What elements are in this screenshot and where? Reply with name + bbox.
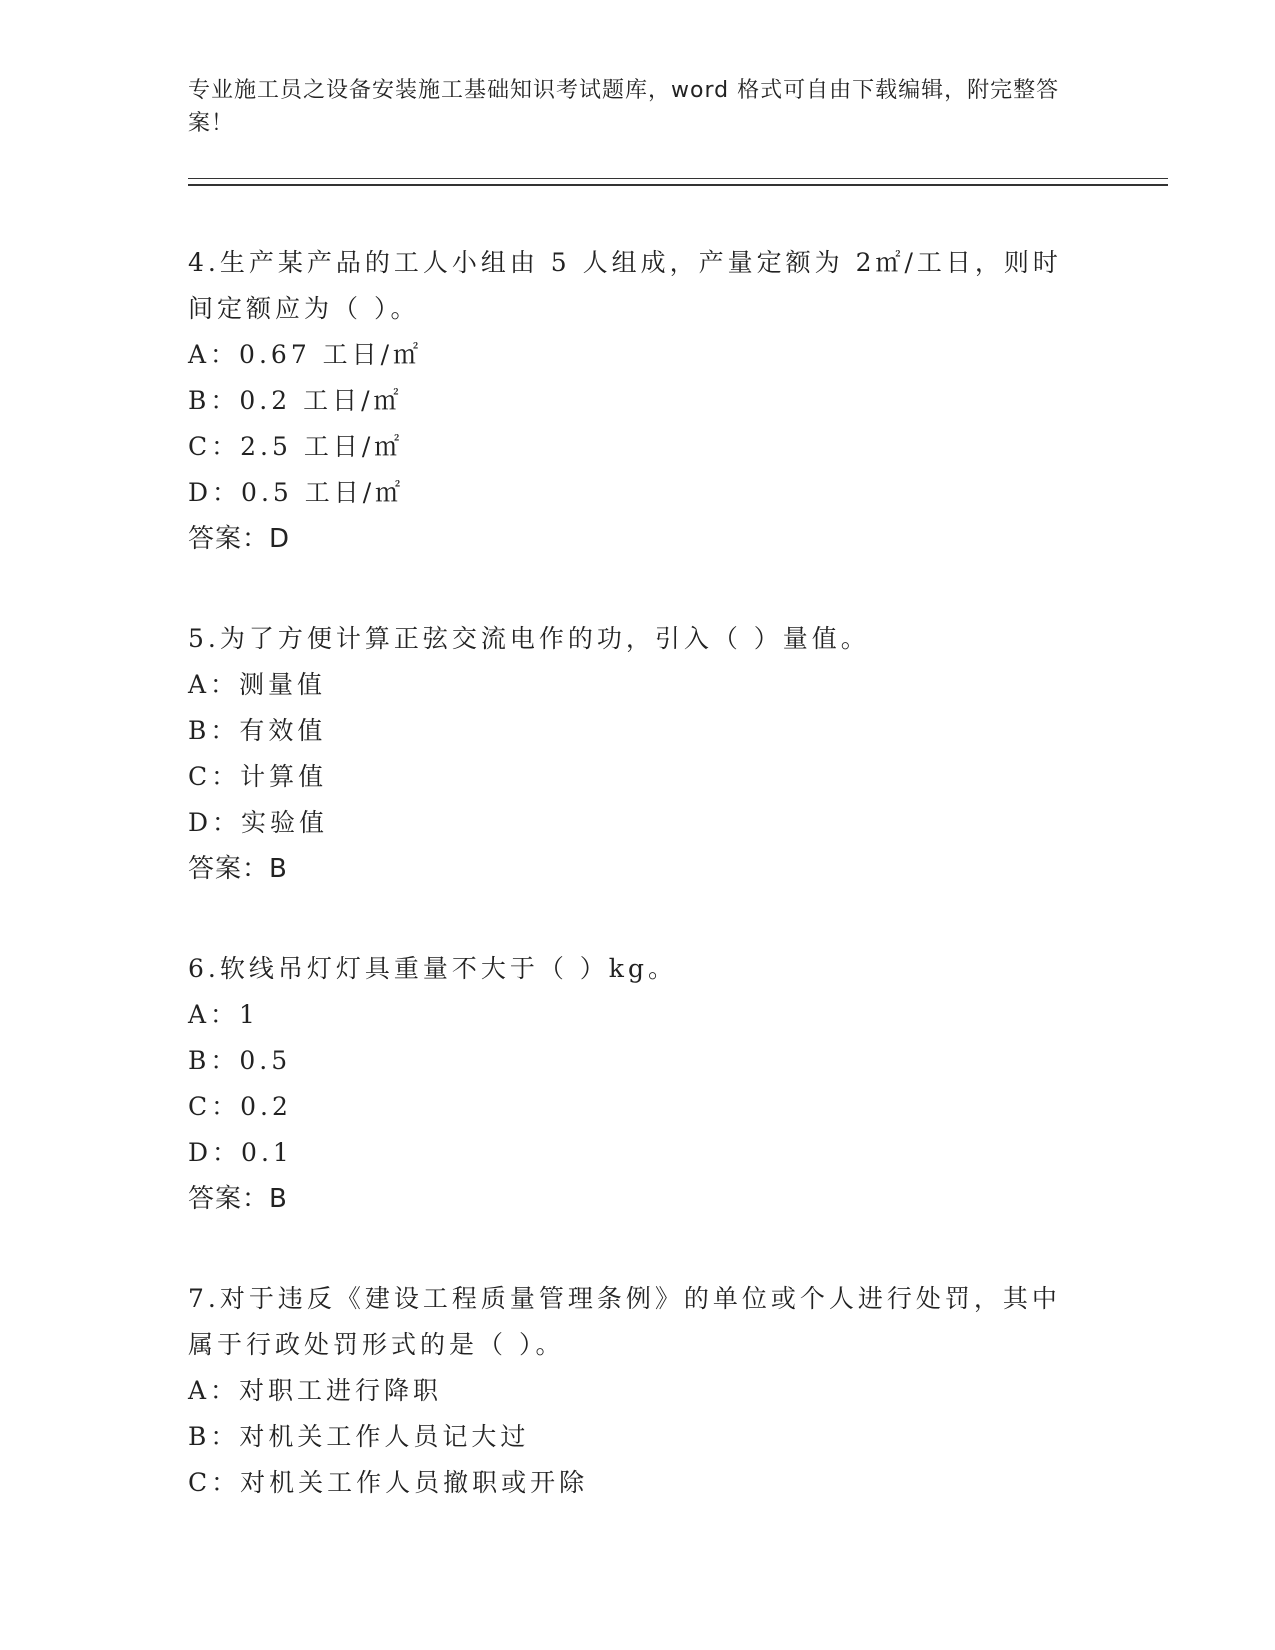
question-list	[188, 240, 1088, 1560]
option-a: A：对职工进行降职	[188, 1376, 443, 1405]
option-b: B：有效值	[188, 716, 327, 745]
option-a: A：测量值	[188, 670, 327, 699]
option-a: A：0.67 工日/㎡	[188, 340, 423, 369]
question-text: 6.软线吊灯灯具重量不大于（ ）kg。	[188, 954, 677, 983]
option-c: C：对机关工作人员撤职或开除	[188, 1468, 589, 1497]
option-d: D：实验值	[188, 808, 329, 837]
question-text: 4.生产某产品的工人小组由 5 人组成，产量定额为 2㎡/工日，则时间定额应为（ ）。	[188, 248, 1062, 323]
option-b: B：0.2 工日/㎡	[188, 386, 403, 415]
question-text: 7.对于违反《建设工程质量管理条例》的单位或个人进行处罚，其中属于行政处罚形式的是（ ）。	[188, 1284, 1061, 1359]
document-header: 专业施工员之设备安装施工基础知识考试题库，word 格式可自由下载编辑，附完整答案！	[188, 78, 1060, 136]
option-d: D：0.1	[188, 1138, 293, 1167]
answer: 答案：B	[188, 854, 288, 884]
option-c: C：计算值	[188, 762, 328, 791]
question-4	[188, 240, 1088, 562]
option-c: C：2.5 工日/㎡	[188, 432, 404, 461]
option-c: C：0.2	[188, 1092, 292, 1121]
question-6	[188, 946, 1088, 1222]
answer: 答案：B	[188, 1184, 288, 1214]
question-text: 5.为了方便计算正弦交流电作的功，引入（ ）量值。	[188, 624, 870, 653]
option-d: D：0.5 工日/㎡	[188, 478, 405, 507]
question-7	[188, 1276, 1088, 1506]
answer: 答案：D	[188, 524, 291, 554]
option-b: B：对机关工作人员记大过	[188, 1422, 530, 1451]
question-5	[188, 616, 1088, 892]
header-divider	[188, 178, 1168, 186]
option-a: A：1	[188, 1000, 259, 1029]
option-b: B：0.5	[188, 1046, 292, 1075]
